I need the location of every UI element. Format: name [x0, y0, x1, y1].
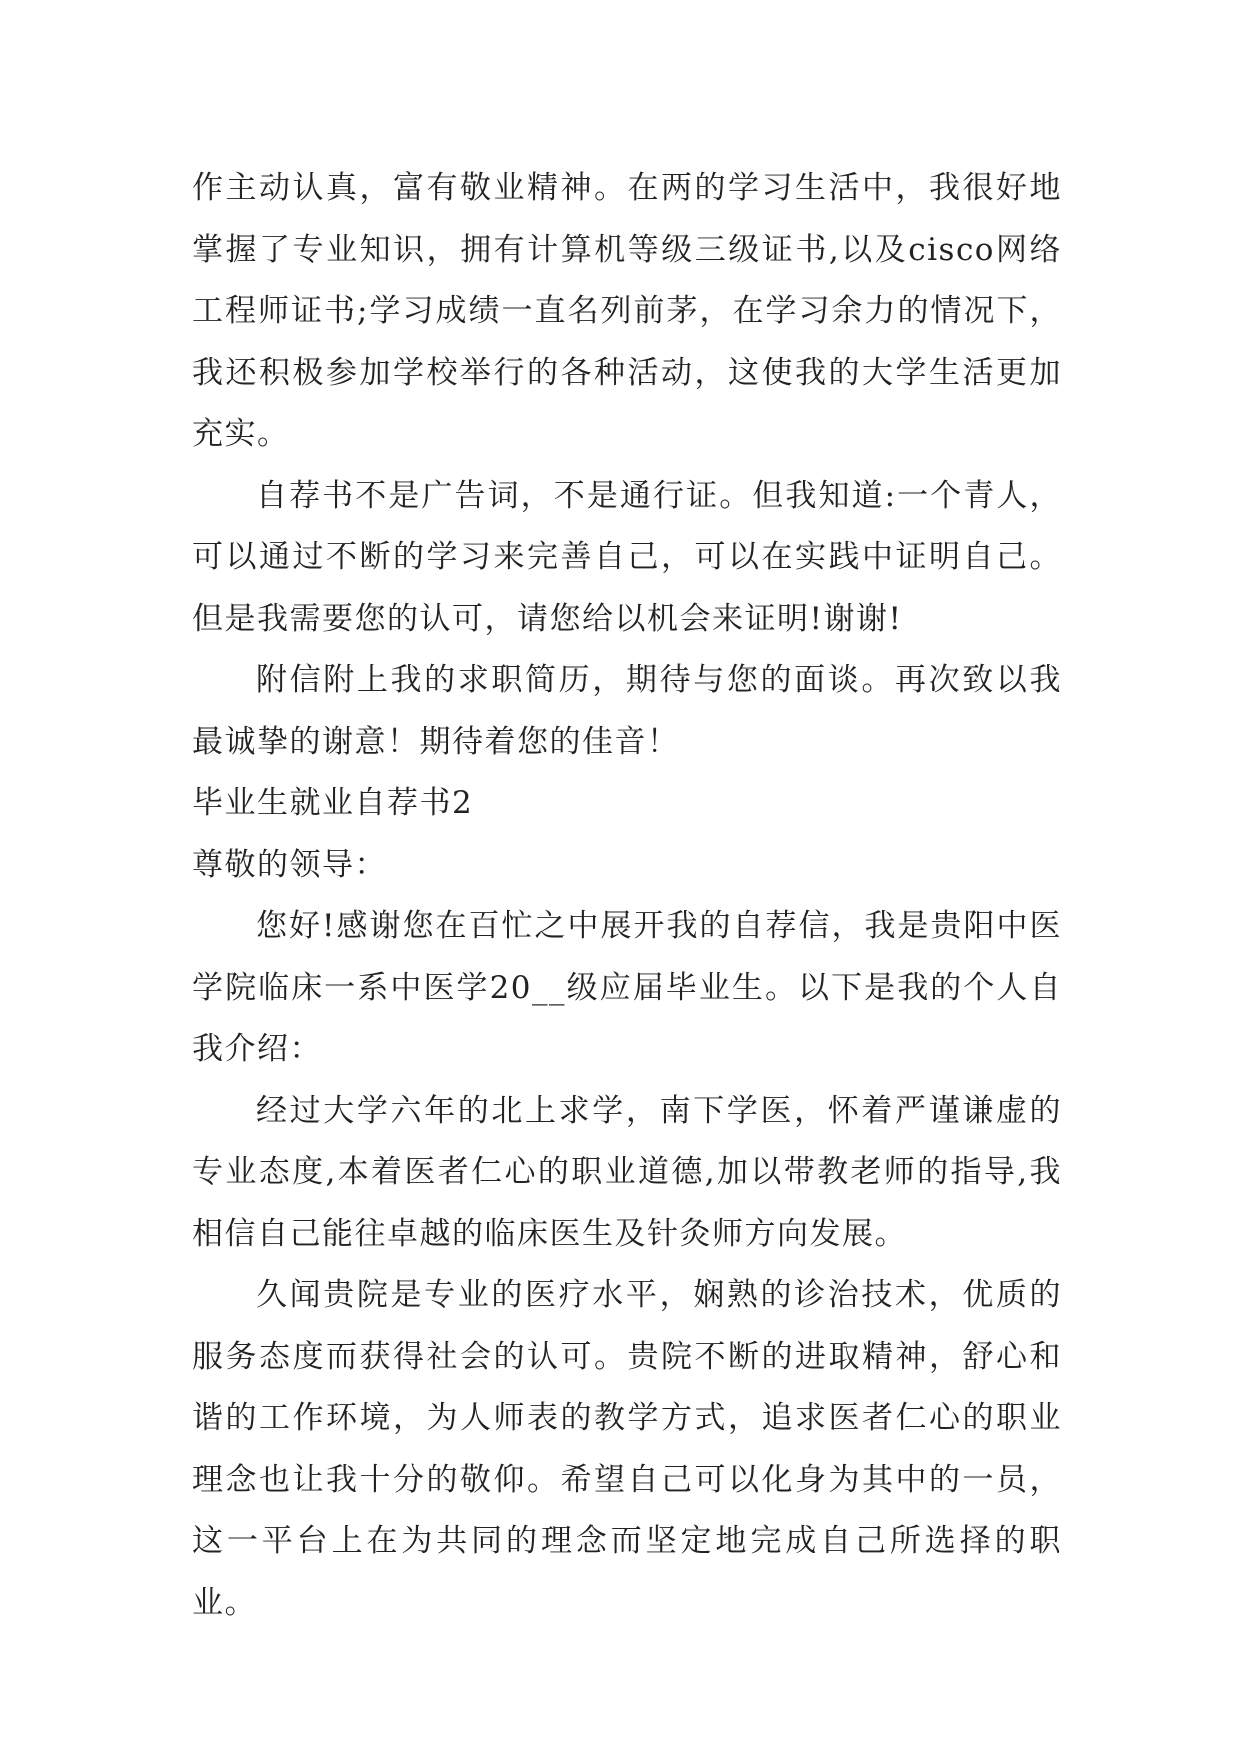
document-body [192, 158, 1062, 1634]
paragraph-hospital-praise: 久闻贵院是专业的医疗水平，娴熟的诊治技术，优质的服务态度而获得社会的认可。贵院不断的进取精神，舒心和谐的工作环境，为人师表的教学方式，追求医者仁心的职业理念也让我十分的敬仰。希望自己可以化身为其中的一员，这一平台上在为共同的理念而坚定地完成自己所选择的职业。 [192, 1277, 1062, 1621]
paragraph-self-recommendation: 自荐书不是广告词，不是通行证。但我知道:一个青人，可以通过不断的学习来完善自己，可以在实践中证明自己。但是我需要您的认可，请您给以机会来证明!谢谢! [192, 477, 1062, 637]
paragraph-closing: 附信附上我的求职简历，期待与您的面谈。再次致以我最诚挚的谢意！期待着您的佳音！ [192, 662, 1062, 760]
salutation: 尊敬的领导： [192, 846, 387, 883]
paragraph-greeting: 您好!感谢您在百忙之中展开我的自荐信，我是贵阳中医学院临床一系中医学20__级应届毕业生。以下是我的个人自我介绍： [192, 908, 1062, 1067]
paragraph-study-experience: 经过大学六年的北上求学，南下学医，怀着严谨谦虚的专业态度,本着医者仁心的职业道德,加以带教老师的指导,我相信自己能往卓越的临床医生及针灸师方向发展。 [192, 1092, 1062, 1252]
paragraph-continuation: 作主动认真，富有敬业精神。在两的学习生活中，我很好地掌握了专业知识，拥有计算机等级三级证书,以及cisco网络工程师证书;学习成绩一直名列前茅，在学习余力的情况下，我还积极参加学校举行的各种活动，这使我的大学生活更加充实。 [192, 170, 1062, 452]
section-title: 毕业生就业自荐书2 [192, 785, 474, 821]
